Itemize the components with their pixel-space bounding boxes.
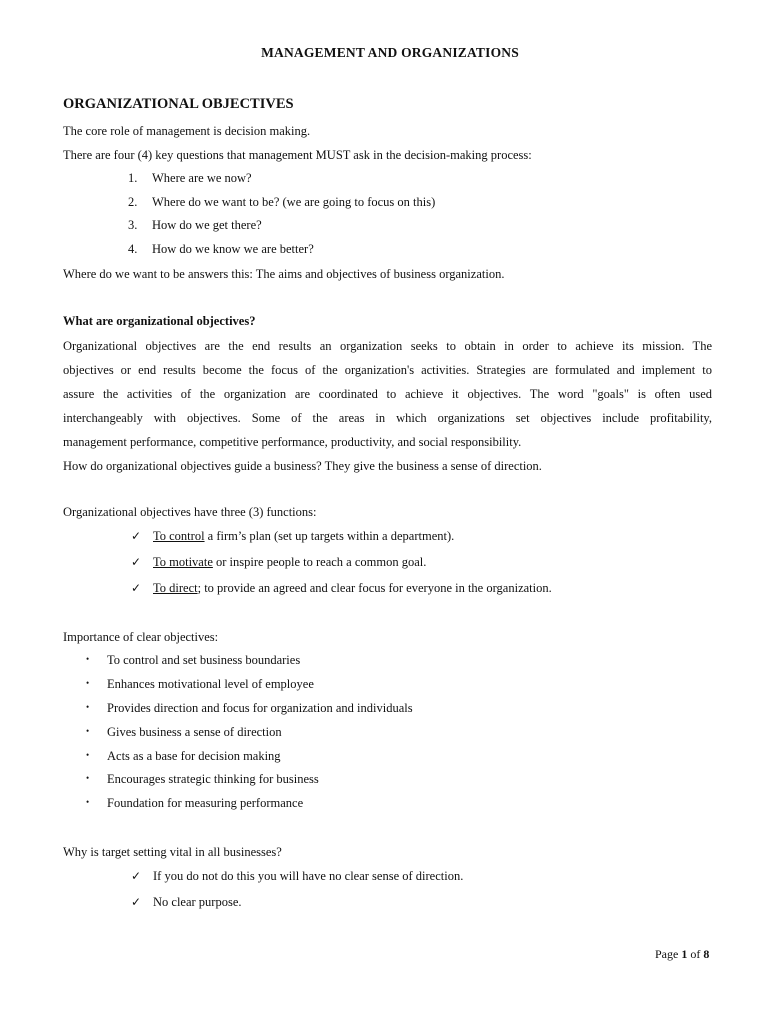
checkmark-icon: ✓ xyxy=(131,581,142,595)
function-item xyxy=(131,555,426,570)
intro-line: The core role of management is decision making. xyxy=(63,124,311,138)
question-text: How do we know we are better? xyxy=(152,242,314,256)
importance-item xyxy=(86,701,413,716)
target-heading: Why is target setting vital in all businesses? xyxy=(63,845,282,859)
checkmark-icon: ✓ xyxy=(131,529,142,543)
objectives-paragraph xyxy=(63,334,712,478)
importance-text: Encourages strategic thinking for business xyxy=(107,772,319,786)
checkmark-icon: ✓ xyxy=(131,895,142,909)
question-item xyxy=(128,171,252,186)
importance-text: Foundation for measuring performance xyxy=(107,796,304,810)
page-number: 1 xyxy=(681,947,688,961)
bullet-icon: • xyxy=(86,750,90,760)
bullet-icon: • xyxy=(86,678,90,688)
importance-text: Acts as a base for decision making xyxy=(107,749,281,763)
paragraph-line: assure the activities of the organization are coordinated to achieve it objectives. The word "goals" is often used xyxy=(63,387,712,401)
target-text: No clear purpose. xyxy=(153,895,242,909)
of-label: of xyxy=(690,947,701,961)
importance-item xyxy=(86,796,303,811)
intro-line: There are four (4) key questions that management MUST ask in the decision-making process: xyxy=(63,148,532,162)
page-label: Page xyxy=(655,947,679,961)
function-text: or inspire people to reach a common goal. xyxy=(212,555,427,569)
question-text: How do we get there? xyxy=(152,218,262,232)
paragraph-line: management performance, competitive performance, productivity, and social responsibility. xyxy=(63,435,522,449)
question-text: Where do we want to be? (we are going to focus on this) xyxy=(152,195,436,209)
subheading: What are organizational objectives? xyxy=(63,314,256,328)
document-title: MANAGEMENT AND ORGANIZATIONS xyxy=(261,45,519,60)
paragraph-line: Organizational objectives are the end results an organization seeks to obtain in order to achieve its mission. The xyxy=(63,339,712,353)
checkmark-icon: ✓ xyxy=(131,869,142,883)
function-key: To direct xyxy=(153,581,198,595)
importance-text: To control and set business boundaries xyxy=(107,653,301,667)
page-footer xyxy=(655,947,709,962)
paragraph-line: objectives or end results become the focus of the organization's activities. Strategies are formulated and implement to xyxy=(63,363,712,377)
target-text: If you do not do this you will have no clear sense of direction. xyxy=(153,869,464,883)
question-number: 3. xyxy=(128,218,138,232)
function-item xyxy=(131,581,552,596)
question-item xyxy=(128,242,314,257)
bullet-icon: • xyxy=(86,654,90,664)
bullet-icon: • xyxy=(86,702,90,712)
function-text: ; to provide an agreed and clear focus for everyone in the organization. xyxy=(197,581,552,595)
function-key: To control xyxy=(153,529,205,543)
importance-item xyxy=(86,725,282,740)
question-number: 4. xyxy=(128,242,138,256)
target-item xyxy=(131,895,242,910)
guide-line: How do organizational objectives guide a business? They give the business a sense of direction. xyxy=(63,459,542,473)
importance-item xyxy=(86,653,300,668)
bullet-icon: • xyxy=(86,726,90,736)
importance-item xyxy=(86,749,281,764)
bullet-icon: • xyxy=(86,797,90,807)
target-item xyxy=(131,869,463,884)
paragraph-line: interchangeably with objectives. Some of the areas in which organizations set objectives include profitability, xyxy=(63,411,712,425)
checkmark-icon: ✓ xyxy=(131,555,142,569)
importance-heading: Importance of clear objectives: xyxy=(63,630,219,644)
function-text: a firm’s plan (set up targets within a department). xyxy=(204,529,455,543)
importance-text: Enhances motivational level of employee xyxy=(107,677,314,691)
question-item xyxy=(128,218,262,233)
answer-line: Where do we want to be answers this: The aims and objectives of business organization. xyxy=(63,267,505,281)
importance-item xyxy=(86,677,314,692)
functions-heading: Organizational objectives have three (3) functions: xyxy=(63,505,317,519)
question-number: 2. xyxy=(128,195,138,209)
function-key: To motivate xyxy=(153,555,213,569)
importance-item xyxy=(86,772,319,787)
section-heading: ORGANIZATIONAL OBJECTIVES xyxy=(63,96,294,112)
importance-text: Provides direction and focus for organization and individuals xyxy=(107,701,413,715)
question-item xyxy=(128,195,435,210)
total-pages: 8 xyxy=(703,947,710,961)
function-item xyxy=(131,529,454,544)
importance-text: Gives business a sense of direction xyxy=(107,725,282,739)
question-number: 1. xyxy=(128,171,138,185)
bullet-icon: • xyxy=(86,773,90,783)
question-text: Where are we now? xyxy=(152,171,252,185)
